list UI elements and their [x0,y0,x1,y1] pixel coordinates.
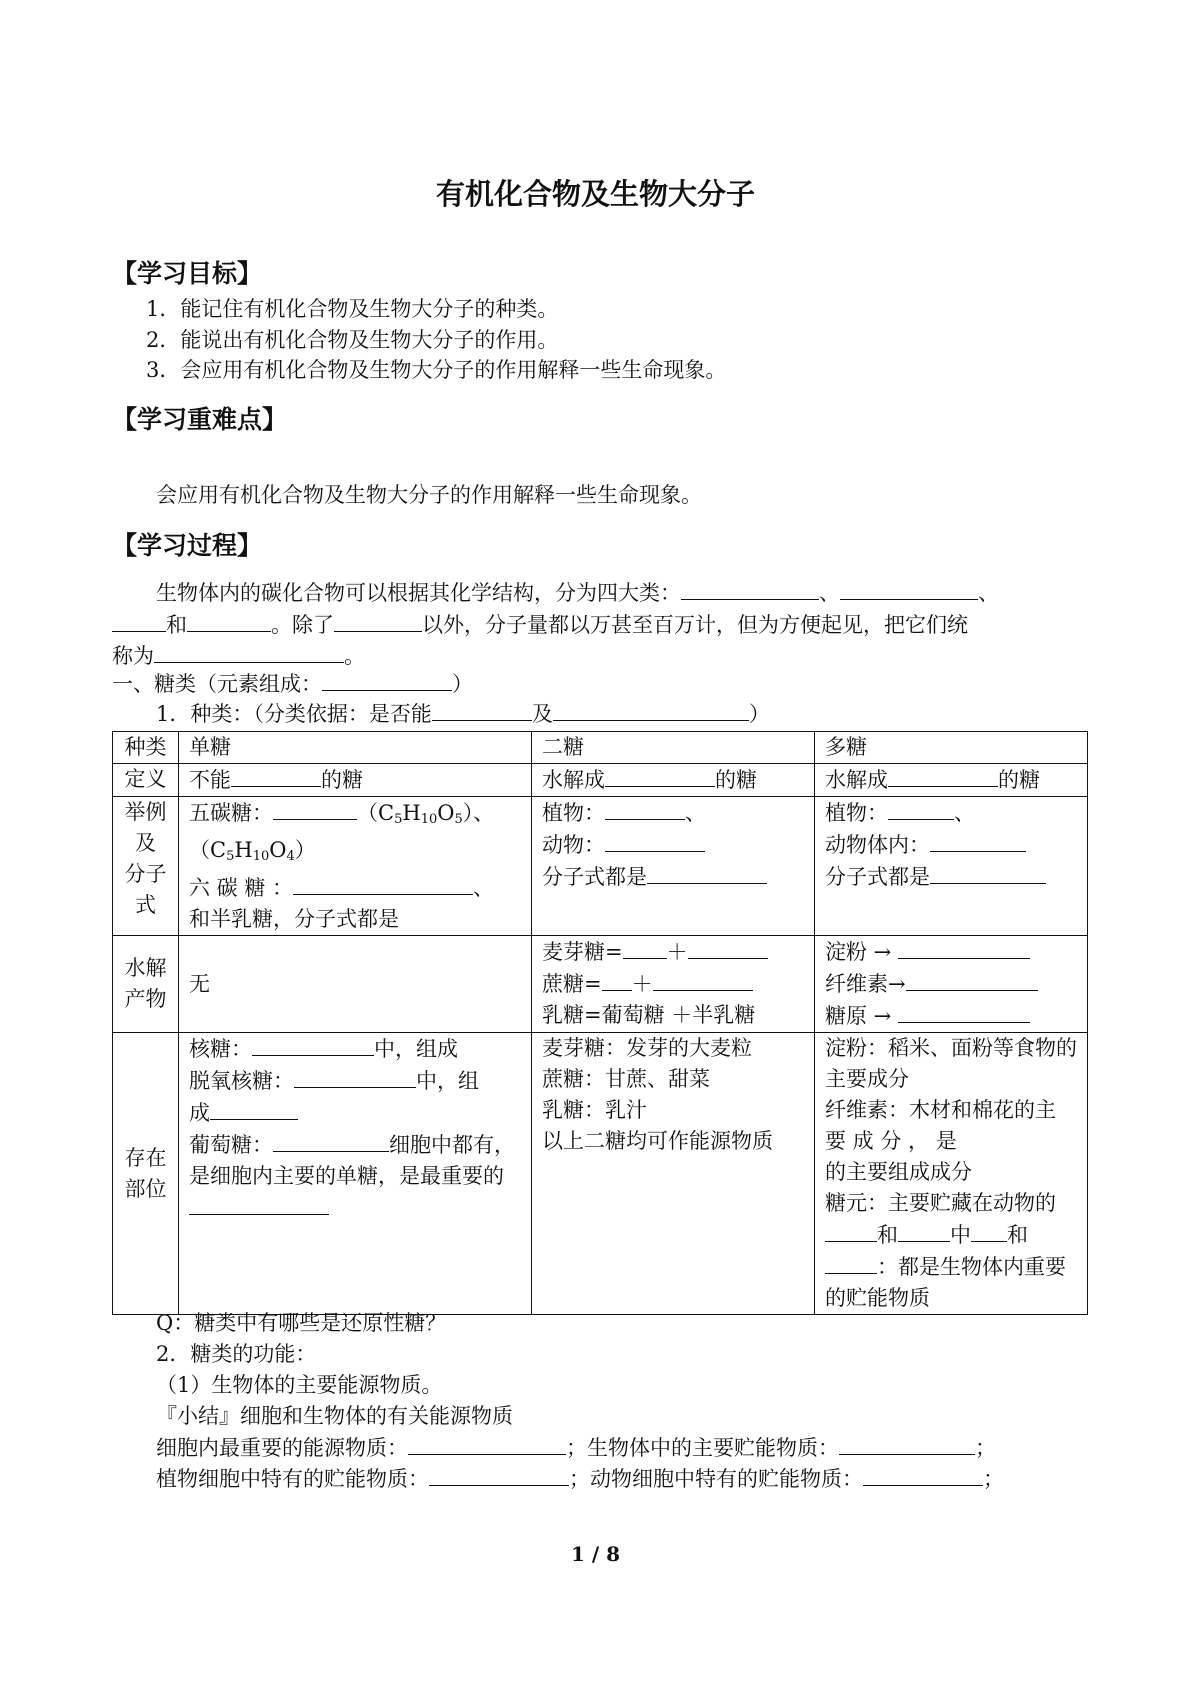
glycogen-and: 和 [877,1223,898,1247]
blank-basis-1[interactable] [432,698,532,721]
location-maltose: 麦芽糖：发芽的大麦粒 [542,1036,752,1060]
definition-mono [179,764,532,797]
di-formula-label: 分子式都是 [542,865,647,889]
intro-and: 和 [166,612,187,637]
blank-class-4[interactable] [187,609,271,632]
blank-def-poly[interactable] [888,764,998,787]
definition-poly-a: 水解成 [825,768,888,792]
glycogen-text-b: ：都是生物体内重要的贮能物质 [825,1255,1066,1310]
poly-plant-label: 植物： [825,801,888,825]
blank-poly-animal[interactable] [930,829,1026,852]
location-label-2: 部位 [124,1176,167,1201]
blank-def-mono[interactable] [231,764,321,787]
blank-deoxy-compose[interactable] [210,1097,298,1120]
example-poly-animal [825,829,1077,861]
poly-plant-sep: 、 [954,801,975,825]
definition-di-a: 水解成 [542,768,605,792]
definition-di [532,764,815,797]
formula2-sub-h: 10 [252,849,270,864]
blank-class-2[interactable] [840,577,978,600]
example-label-2: 及 [135,831,156,855]
hydrolysis-di [532,936,815,1033]
summary-line-1 [156,1432,996,1463]
types-text-a: 1．种类：（分类依据：是否能 [156,702,432,726]
blank-class-3[interactable] [112,609,166,632]
location-starch: 淀粉：稻米、面粉等食物的主要成分 [825,1036,1077,1091]
hydrolysis-label [113,936,179,1033]
header-poly: 多糖 [815,732,1088,764]
example-label [113,797,179,936]
example-mono [179,797,532,936]
location-glucose [189,1129,521,1224]
definition-mono-b: 的糖 [321,768,363,792]
glycogen-and-2: 和 [1007,1223,1028,1247]
deoxy-compose-label: 成 [189,1101,210,1125]
example-label-1: 举例 [124,800,167,824]
glycogen-mid: 中 [950,1223,971,1247]
glycogen-text-a: 糖元：主要贮藏在动物的 [825,1191,1056,1215]
hydrolysis-poly [815,936,1088,1033]
summary-line-2 [156,1463,1004,1494]
di-plant-label: 植物： [542,801,605,825]
location-di-note: 以上二糖均可作能源物质 [542,1129,773,1153]
intro-text-1: 生物体内的碳化合物可以根据其化学结构，分为四大类： [156,581,681,605]
hydrolysis-maltose [542,936,804,968]
location-cellulose: 纤维素：木材和棉花的主 要 成 分 ， 是 [825,1098,1056,1153]
sugar-title-close: ） [452,672,473,696]
example-poly-formula [825,861,1077,893]
definition-mono-a: 不能 [189,768,231,792]
example-formula-2 [189,835,521,872]
blank-elements[interactable] [322,668,452,691]
blank-maltose-1[interactable] [623,936,667,959]
process-intro [112,577,1087,672]
sucrose-label: 蔗糖= [542,972,602,996]
summary-2-a: 植物细胞中特有的贮能物质： [156,1467,429,1491]
intro-end: 。 [344,644,365,668]
sugar-table [112,731,1088,1315]
blank-animal-storage[interactable] [863,1463,983,1486]
blank-six-carbon[interactable] [293,872,473,895]
blank-energy-source[interactable] [408,1432,566,1455]
header-di: 二糖 [532,732,815,764]
types-text-b: 及 [531,702,553,726]
example-di [532,797,815,936]
formula2-open: （C [189,838,227,862]
starch-arrow-label: 淀粉 → [825,940,892,964]
blank-glycogen-product[interactable] [898,1000,1030,1023]
intro-text-3: 以外，分子量都以万甚至百万计，但为方便起见，把它们统 [422,612,968,637]
blank-ribose-loc[interactable] [252,1033,374,1056]
question-line: Q：糖类中有哪些是还原性糖？ [156,1311,447,1335]
goal-item-3: 3．会应用有机化合物及生物大分子的作用解释一些生命现象。 [146,358,727,382]
location-lactose: 乳糖：乳汁 [542,1098,647,1122]
hydrolysis-sucrose [542,968,804,1000]
table-row-hydrolysis [113,936,1088,1033]
location-poly [815,1033,1088,1315]
summary-2-c: ； [983,1467,1004,1491]
formula2-sub-c: 5 [226,849,235,864]
location-cellulose-2: 的主要组成成分 [825,1160,972,1184]
blank-di-formula[interactable] [647,861,767,884]
blank-macromolecule[interactable] [154,640,344,663]
header-mono: 单糖 [179,732,532,764]
formula1-sub-h: 10 [420,812,438,827]
blank-deoxy-loc[interactable] [294,1065,416,1088]
types-text-c: ） [748,702,770,726]
definition-poly [815,764,1088,797]
page-title: 有机化合物及生物大分子 [435,177,755,211]
process-heading: 【学习过程】 [112,531,263,560]
blank-class-1[interactable] [681,577,819,600]
goal-item-1: 1．能记住有机化合物及生物大分子的种类。 [146,297,559,321]
example-di-animal [542,829,804,861]
poly-animal-label: 动物体内： [825,833,930,857]
example-label-3: 分子 [124,862,167,886]
location-label [113,1033,179,1315]
formula1-sub-o: 5 [454,812,463,827]
header-kind: 种类 [113,732,179,764]
blank-plant-storage[interactable] [429,1463,569,1486]
blank-glycogen-1[interactable] [825,1219,877,1242]
example-five-carbon [189,797,521,835]
five-carbon-label: 五碳糖： [189,801,273,825]
hydrolysis-mono: 无 [179,936,532,1033]
blank-di-animal[interactable] [605,829,705,852]
blank-def-di[interactable] [605,764,715,787]
function-item-1: （1）生物体的主要能源物质。 [156,1373,443,1397]
six-carbon-tail: 和半乳糖，分子式都是 [189,907,399,931]
location-deoxy-compose [189,1097,521,1129]
summary-1-b: ；生物体中的主要贮能物质： [566,1436,839,1460]
blank-basis-2[interactable] [553,698,749,721]
goal-item-2: 2．能说出有机化合物及生物大分子的作用。 [146,328,559,352]
definition-poly-b: 的糖 [998,768,1040,792]
table-row-location [113,1033,1088,1315]
blank-ribose-name[interactable] [273,797,357,820]
hydrolysis-lactose: 乳糖=葡萄糖 ＋半乳糖 [542,1003,756,1027]
blank-poly-formula[interactable] [930,861,1046,884]
formula2-close: ） [294,838,316,862]
hydrolysis-starch [825,936,1077,968]
intro-text-4: 称为 [112,644,154,668]
blank-cellulose-product[interactable] [906,968,1038,991]
glucose-text: 细胞中都有，是细胞内主要的单糖，是最重要的 [189,1133,515,1188]
formula1-close: ）、 [462,801,495,825]
blank-glucose-loc[interactable] [273,1129,389,1152]
key-points-heading: 【学习重难点】 [112,405,288,434]
definition-di-b: 的糖 [715,768,757,792]
table-row-header [113,732,1088,764]
location-di [532,1033,815,1315]
blank-exception[interactable] [334,609,422,632]
ribose-label: 核糖： [189,1037,252,1061]
hydrolysis-glycogen [825,1000,1077,1032]
hydrolysis-label-1: 水解 [124,956,167,980]
key-points-text: 会应用有机化合物及生物大分子的作用解释一些生命现象。 [156,483,702,507]
blank-glycogen-3[interactable] [971,1219,1007,1242]
example-poly [815,797,1088,936]
example-poly-plant [825,797,1077,829]
summary-title: 『小结』细胞和生物体的有关能源物质 [156,1404,513,1428]
location-mono [179,1033,532,1315]
maltose-plus: ＋ [666,940,688,964]
location-ribose [189,1033,521,1065]
goals-heading: 【学习目标】 [112,259,263,288]
sugar-title [112,668,473,699]
glucose-label: 葡萄糖： [189,1133,273,1157]
hydrolysis-label-2: 产物 [124,987,167,1011]
six-carbon-sep: 、 [473,876,495,900]
formula2-sub-o: 4 [286,849,295,864]
sucrose-plus: ＋ [631,972,653,996]
blank-di-plant[interactable] [605,797,685,820]
ribose-tail: 中，组成 [374,1037,458,1061]
sugar-types-line [156,698,770,729]
blank-glucose-role[interactable] [189,1192,329,1215]
table-row-definition [113,764,1088,797]
hydrolysis-cellulose [825,968,1077,1000]
blank-storage[interactable] [839,1432,975,1455]
blank-starch-product[interactable] [898,936,1030,959]
location-sucrose: 蔗糖：甘蔗、甜菜 [542,1067,710,1091]
location-glycogen [825,1188,1077,1314]
formula2-o: O [269,838,287,862]
blank-glycogen-4[interactable] [825,1251,877,1274]
definition-label: 定义 [113,764,179,797]
formula2-h: H [234,838,253,862]
summary-2-b: ；动物细胞中特有的贮能物质： [569,1467,863,1491]
example-label-4: 式 [135,893,156,917]
blank-sucrose-1[interactable] [602,968,632,991]
intro-text-2: 。除了 [271,612,334,637]
maltose-label: 麦芽糖= [542,940,623,964]
summary-1-c: ； [975,1436,996,1460]
di-plant-sep: 、 [685,801,706,825]
location-deoxyribose [189,1065,521,1097]
table-row-example [113,797,1088,936]
di-animal-label: 动物： [542,833,605,857]
example-di-plant [542,797,804,829]
six-carbon-label: 六 碳 糖 ： [189,876,294,900]
glycogen-arrow-label: 糖原 → [825,1004,892,1028]
deoxyribose-label: 脱氧核糖： [189,1069,294,1093]
blank-glycogen-2[interactable] [898,1219,950,1242]
example-di-formula [542,861,804,893]
blank-poly-plant[interactable] [888,797,954,820]
intro-sep-1: 、 [819,581,840,605]
function-title: 2．糖类的功能： [156,1342,317,1366]
cellulose-arrow-label: 纤维素→ [825,972,906,996]
formula1-sub-c: 5 [394,812,403,827]
formula1-o: O [437,801,455,825]
sugar-title-text: 一、糖类（元素组成： [112,672,322,696]
deoxyribose-tail: 中，组 [416,1069,479,1093]
location-label-1: 存在 [124,1145,167,1170]
example-six-carbon [189,872,521,904]
summary-1-a: 细胞内最重要的能源物质： [156,1436,408,1460]
page-number: 1 / 8 [570,1542,621,1566]
blank-sucrose-2[interactable] [653,968,753,991]
formula1-open: （C [357,801,395,825]
formula1-h: H [402,801,421,825]
blank-maltose-2[interactable] [688,936,768,959]
intro-sep-2: 、 [978,581,999,605]
poly-formula-label: 分子式都是 [825,865,930,889]
